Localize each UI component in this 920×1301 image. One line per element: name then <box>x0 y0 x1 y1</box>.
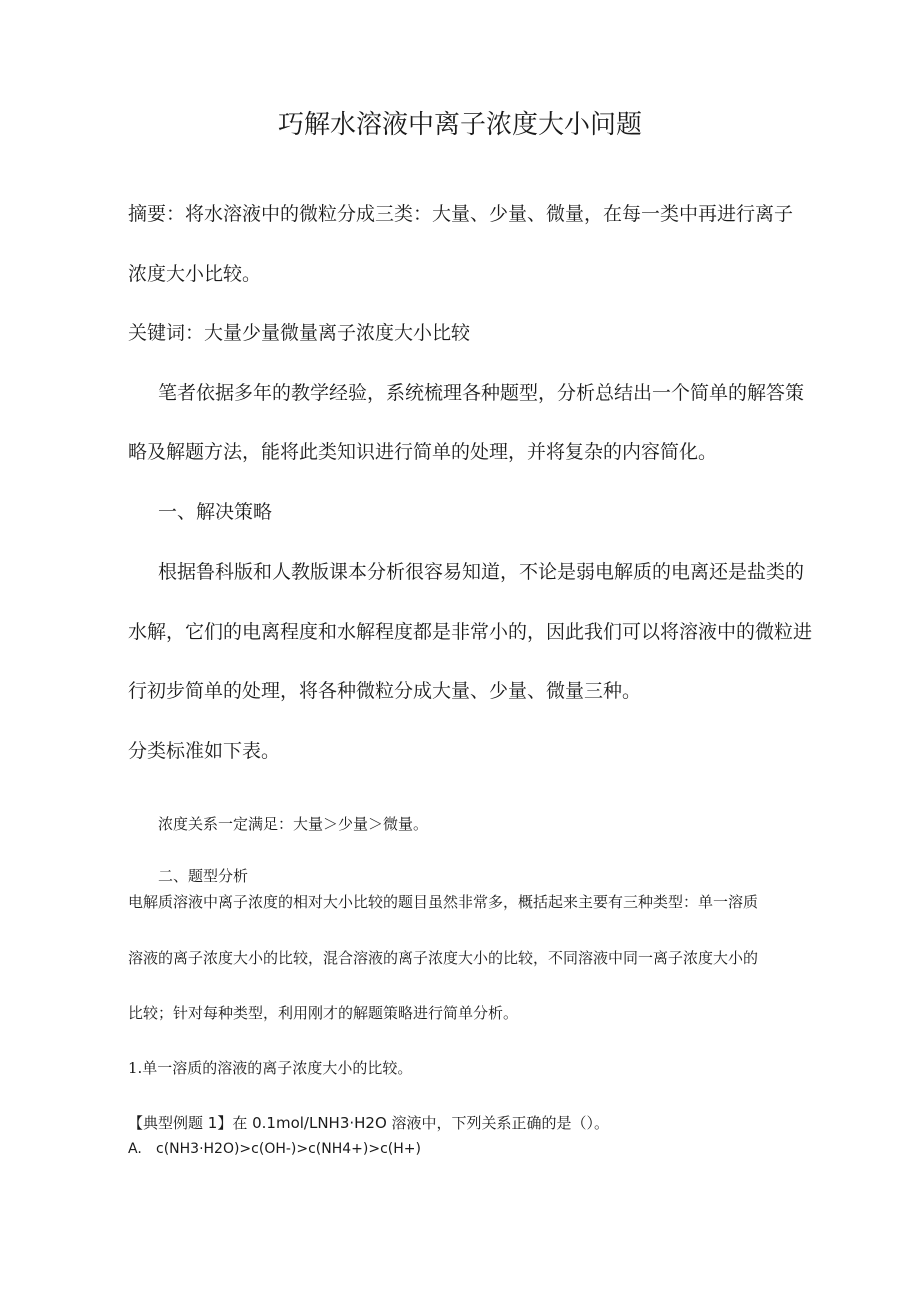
example-formula: 0.1mol/LNH3·H2O <box>252 1114 387 1132</box>
example-number: 1】 <box>203 1114 233 1132</box>
intro-line-2: 略及解题方法，能将此类知识进行简单的处理，并将复杂的内容简化。 <box>128 441 718 463</box>
section-1-para-line-2: 水解，它们的电离程度和水解程度都是非常小的，因此我们可以将溶液中的微粒进 <box>128 621 813 643</box>
concentration-relation: 浓度关系一定满足：大量＞少量＞微量。 <box>158 815 429 833</box>
abstract-line-1: 摘要：将水溶液中的微粒分成三类：大量、少量、微量，在每一类中再进行离子 <box>128 203 794 225</box>
section-2-para-line-2: 溶液的离子浓度大小的比较，混合溶液的离子浓度大小的比较，不同溶液中同一离子浓度大小的 <box>128 949 759 967</box>
example-text-2: 溶液中，下列关系正确的是（）。 <box>386 1114 610 1132</box>
example-text-1: 在 <box>232 1114 253 1132</box>
section-1-heading: 一、解决策略 <box>158 501 273 523</box>
option-a-text: c(NH3·H2O)>c(OH-)>c(NH4+)>c(H+) <box>156 1141 421 1157</box>
section-2-para-line-3: 比较；针对每种类型，利用刚才的解题策略进行简单分析。 <box>128 1004 519 1022</box>
section-2-para-line-1: 电解质溶液中离子浓度的相对大小比较的题目虽然非常多，概括起来主要有三种类型：单一溶质 <box>128 893 759 911</box>
section-1-para-line-1: 根据鲁科版和人教版课本分析很容易知道，不论是弱电解质的电离还是盐类的 <box>158 561 805 583</box>
table-note: 分类标准如下表。 <box>128 740 281 762</box>
abstract-line-2: 浓度大小比较。 <box>128 263 262 285</box>
section-1-para-line-3: 行初步简单的处理，将各种微粒分成大量、少量、微量三种。 <box>128 680 642 702</box>
keywords: 关键词：大量少量微量离子浓度大小比较 <box>128 322 471 344</box>
intro-line-1: 笔者依据多年的教学经验，系统梳理各种题型，分析总结出一个简单的解答策 <box>158 382 805 404</box>
example-prefix: 【典型例题 <box>128 1114 204 1132</box>
page-title: 巧解水溶液中离子浓度大小问题 <box>277 110 642 140</box>
option-a <box>128 1141 421 1157</box>
subheading-single-solute: 1.单一溶质的溶液的离子浓度大小的比较。 <box>128 1059 413 1077</box>
example-question <box>128 1112 609 1133</box>
option-a-label: A. <box>128 1141 142 1157</box>
section-2-heading: 二、题型分析 <box>158 867 249 885</box>
